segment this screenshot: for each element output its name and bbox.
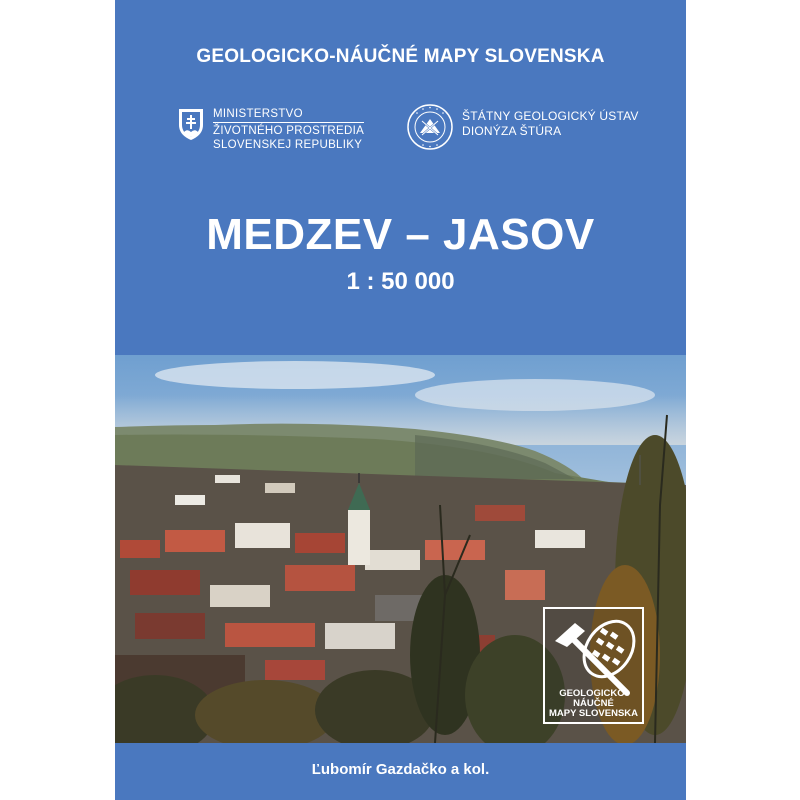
institute-logo: [406, 103, 639, 151]
series-badge: [543, 607, 644, 724]
institute-name: [462, 109, 639, 139]
map-scale: 1 : 50 000: [346, 268, 455, 295]
badge-line-1: GEOLOGICKO-NÁUČNÉ: [559, 688, 628, 709]
map-title: MEDZEV – JASOV: [206, 210, 595, 259]
ministry-line-3: SLOVENSKEJ REPUBLIKY: [213, 139, 363, 151]
ministry-line-1: MINISTERSTVO: [213, 107, 364, 123]
slovak-coat-of-arms-icon: [177, 107, 205, 141]
author-name: Ľubomír Gazdačko a kol.: [311, 761, 490, 778]
badge-line-2: MAPY SLOVENSKA: [548, 708, 639, 719]
badge-text: [545, 689, 642, 719]
institute-line-1: ŠTÁTNY GEOLOGICKÝ ÚSTAV: [462, 109, 639, 123]
town-landscape-photo: [115, 355, 686, 743]
ministry-line-2: ŽIVOTNÉHO PROSTREDIA: [213, 125, 365, 137]
ministry-logo: [177, 107, 364, 152]
ministry-name: [213, 107, 364, 152]
institute-line-2: DIONÝZA ŠTÚRA: [462, 124, 562, 138]
geological-institute-seal-icon: [406, 103, 454, 151]
series-title: GEOLOGICKO-NÁUČNÉ MAPY SLOVENSKA: [196, 46, 605, 67]
book-cover: [115, 0, 686, 800]
